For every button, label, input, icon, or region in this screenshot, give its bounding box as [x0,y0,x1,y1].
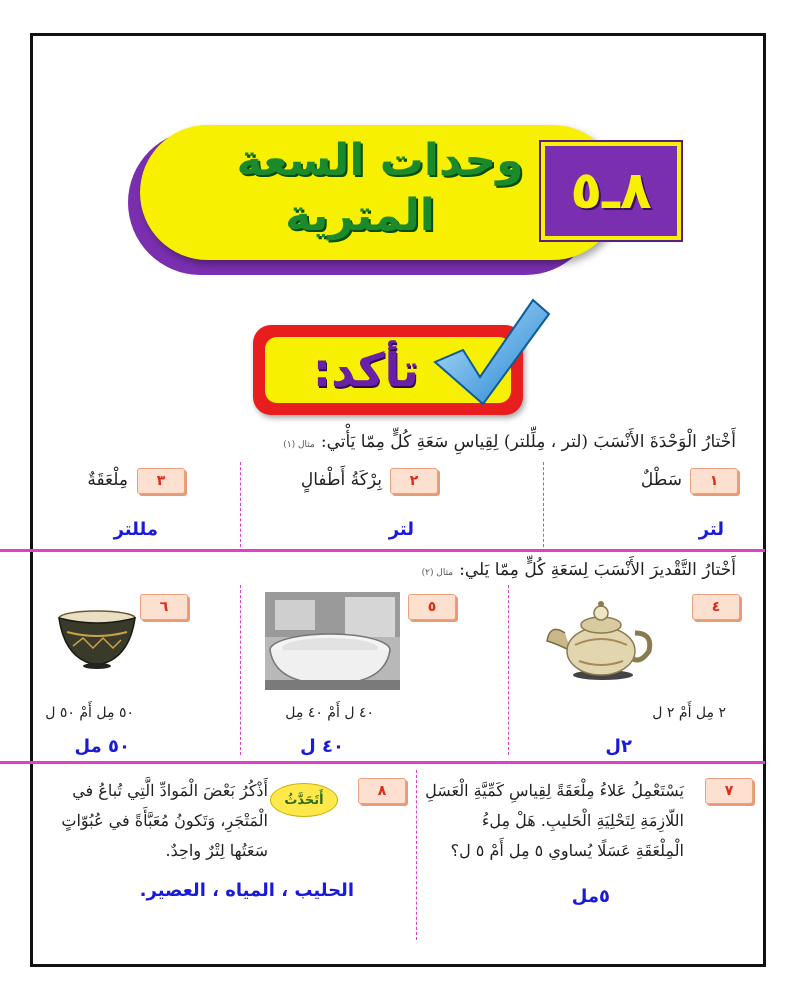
question7-answer: ٥مل [571,886,610,907]
page-title-line1: وحدات السعة [236,135,524,186]
item-text: بِرْكَةُ أَطْفالٍ [300,470,382,490]
column-divider [240,462,241,547]
checkmark-icon [425,292,555,412]
column-divider [543,462,544,547]
lesson-number-box [541,142,681,240]
question8-answer: الحليب ، المياه ، العصير. [139,880,354,901]
bathtub-image [265,592,400,690]
section-divider [0,761,765,764]
confirm-label: تأكد: [312,343,419,397]
section-divider [0,549,765,552]
cup-image [55,610,140,670]
item-text: مِلْعَقَةٌ [87,470,128,490]
item-options: ٢ مِل أَمْ ٢ ل [652,705,726,721]
teapot-image [545,593,655,683]
item-answer: ٢ل [605,736,632,757]
item-number-badge: ٢ [390,468,438,494]
section1-instruction: أَخْتارُ الْوَحْدَةَ الأَنْسَبَ (لتر ، مِلِّلتر) لِقِياسِ سَعَةِ كُلٍّ مِمّا يَأْتي:مثال (١) [283,432,736,452]
item-number-badge: ٥ [408,594,456,620]
section2-instruction: أَخْتارُ التَّقْديرَ الأَنْسَبَ لِسَعَةِ كُلٍّ مِمّا يَلي:مثال (٢) [421,560,736,580]
item-answer: لتر [698,519,724,540]
item-number-badge: ٦ [140,594,188,620]
talk-icon: أَتَحَدَّثُ [270,783,338,817]
question8-text: أَذْكُرُ بَعْضَ الْمَوادِّ الَّتِي تُباعُ في الْمَتْجَرِ، وَتَكونُ مُعَبَّأَةً في عُبُوّاتٍ سَعَتُها لِتْرٌ واحِدٌ. [61,781,268,860]
column-divider [508,585,509,755]
item-number-badge: ٧ [705,778,753,804]
item-number-badge: ١ [690,468,738,494]
lesson-number: ٨ـ٥ [570,161,652,221]
item-number-badge: ٣ [137,468,185,494]
item-answer: ٤٠ ل [300,736,344,757]
item-number-badge: ٤ [692,594,740,620]
page-title-line2: المترية [285,190,435,241]
item-text: سَطْلٌ [640,470,682,490]
question7-text: يَسْتَعْمِلُ عَلاءُ مِلْعَقَةً لِقِياسِ كَمِّيَّةِ الْعَسَلِ اللّازِمَةِ لِتَحْلِيَةِ الْحَليبِ. هَلْ مِلءُ الْمِلْعَقَةِ عَسَلًا يُساوي ٥ مِل أَمْ ٥ ل؟ [425,781,684,860]
item-number-badge: ٨ [358,778,406,804]
item-answer: مللتر [113,519,158,540]
item-options: ٥٠ مِل أَمْ ٥٠ ل [45,705,134,721]
item-options: ٤٠ ل أَمْ ٤٠ مِل [285,705,374,721]
column-divider [240,585,241,755]
item-answer: ٥٠ مل [74,736,130,757]
item-answer: لتر [388,519,414,540]
